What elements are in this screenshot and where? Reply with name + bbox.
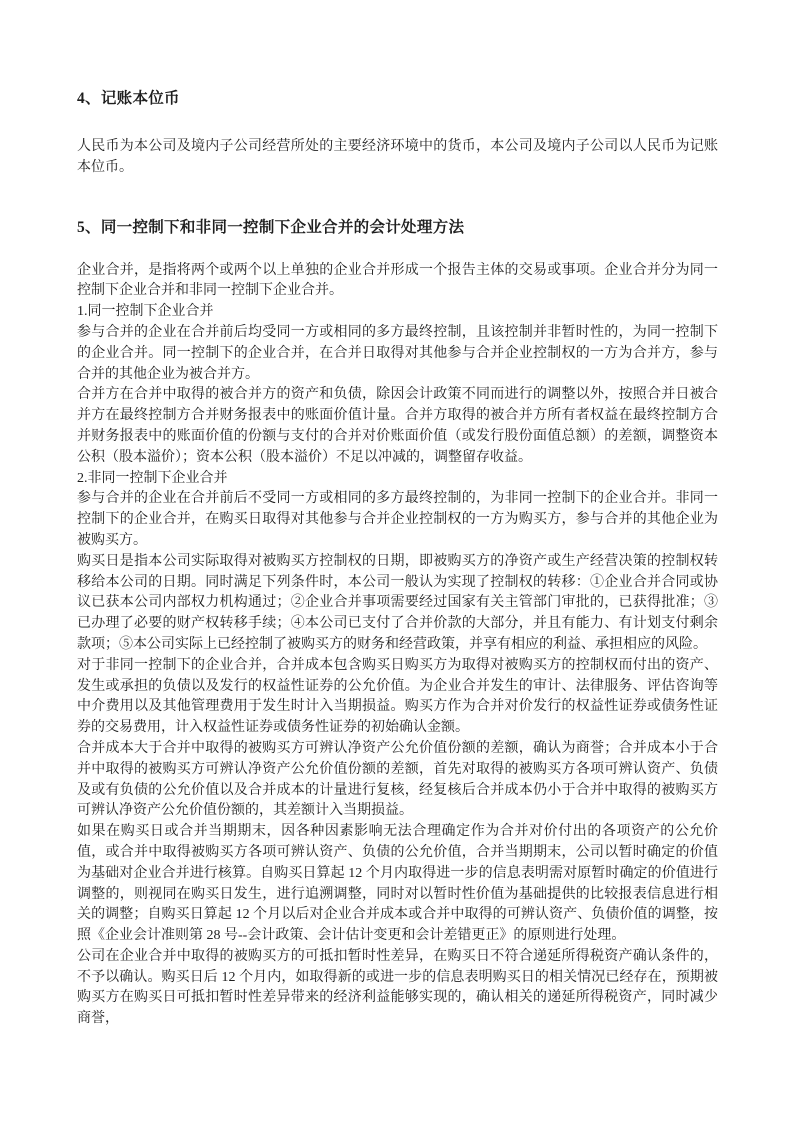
section-heading-business-combinations: 5、同一控制下和非同一控制下企业合并的会计处理方法 — [77, 218, 465, 236]
section-business-combinations-body — [77, 261, 718, 1030]
section-heading-functional-currency: 4、记账本位币 — [77, 90, 180, 107]
paragraph-goodwill-recognition: 合并成本大于合并中取得的被购买方可辨认净资产公允价值份额的差额，确认为商誉；合并成本小于合并中取得的被购买方可辨认净资产公允价值份额的差额，首先对取得的被购买方各项可辨认资产、负债及或有负债的公允价值以及合并成本的计量进行复核，经复核后合并成本仍小于合并中取得的被购买方可辨认净资产公允价值份额的，其差额计入当期损益。 — [77, 740, 718, 819]
paragraph-provisional-values-adjustment: 如果在购买日或合并当期期末，因各种因素影响无法合理确定作为合并对价付出的各项资产的公允价值，或合并中取得被购买方各项可辨认资产、负债的公允价值，合并当期期末，公司以暂时确定的价值为基础对企业合并进行核算。自购买日算起 12 个月内取得进一步的信息表明需对原暂时确定的价值进行调整的，则视同在购买日发生，进行追溯调整，同时对以暂时性价值为基础提供的比较报表信息进行相关的调整；自购买日算起 12 个月以后对企业合并成本或合并中取得的可辨认资产、负债价值的调整，按照《企业会计准则第 28 号--会计政策、会计估计变更和会计差错更正》的原则进行处理。 — [77, 824, 718, 944]
paragraph-common-control-measurement: 合并方在合并中取得的被合并方的资产和负债，除因会计政策不同而进行的调整以外，按照合并日被合并方在最终控制方合并财务报表中的账面价值计量。合并方取得的被合并方所有者权益在最终控制方合并财务报表中的账面价值的份额与支付的合并对价账面价值（或发行股份面值总额）的差额，调整资本公积（股本溢价）；资本公积（股本溢价）不足以冲减的，调整留存收益。 — [77, 387, 718, 465]
subheading-common-control: 1.同一控制下企业合并 — [77, 304, 214, 320]
paragraph-combination-cost: 对于非同一控制下的企业合并，合并成本包含购买日购买方为取得对被购买方的控制权而付出的资产、发生或承担的负债以及发行的权益性证券的公允价值。为企业合并发生的审计、法律服务、评估咨询等中介费用以及其他管理费用于发生时计入当期损益。购买方作为合并对价发行的权益性证券或债务性证券的交易费用，计入权益性证券或债务性证券的初始确认金额。 — [77, 657, 718, 736]
paragraph-common-control-definition: 参与合并的企业在合并前后均受同一方或相同的多方最终控制，且该控制并非暂时性的，为同一控制下的企业合并。同一控制下的企业合并，在合并日取得对其他参与合并企业控制权的一方为合并方，参与合并的其他企业为被合并方。 — [77, 324, 718, 382]
paragraph-acquisition-date-conditions: 购买日是指本公司实际取得对被购买方控制权的日期，即被购买方的净资产或生产经营决策的控制权转移给本公司的日期。同时满足下列条件时，本公司一般认为实现了控制权的转移：①企业合并合同或协议已获本公司内部权力机构通过；②企业合并事项需要经过国家有关主管部门审批的，已获得批准；③已办理了必要的财产权转移手续；④本公司已支付了合并价款的大部分，并且有能力、有计划支付剩余款项；⑤本公司实际上已经控制了被购买方的财务和经营政策，并享有相应的利益、承担相应的风险。 — [77, 553, 718, 652]
paragraph-functional-currency: 人民币为本公司及境内子公司经营所处的主要经济环境中的货币，本公司及境内子公司以人民币为记账本位币。 — [77, 139, 718, 175]
document-content — [77, 88, 718, 1030]
paragraph-combination-definition: 企业合并，是指将两个或两个以上单独的企业合并形成一个报告主体的交易或事项。企业合并分为同一控制下企业合并和非同一控制下企业合并。 — [77, 262, 718, 299]
paragraph-non-common-control-definition: 参与合并的企业在合并前后不受同一方或相同的多方最终控制的，为非同一控制下的企业合并。非同一控制下的企业合并，在购买日取得对其他参与合并企业控制权的一方为购买方，参与合并的其他企业为被购买方。 — [77, 491, 718, 548]
subheading-non-common-control: 2.非同一控制下企业合并 — [77, 470, 228, 486]
paragraph-deductible-temporary-differences: 公司在企业合并中取得的被购买方的可抵扣暂时性差异，在购买日不符合递延所得税资产确认条件的，不予以确认。购买日后 12 个月内，如取得新的或进一步的信息表明购买日的相关情况已经存在，预期被购买方在购买日可抵扣暂时性差异带来的经济利益能够实现的，确认相关的递延所得税资产，同时减少商誉， — [77, 948, 718, 1027]
